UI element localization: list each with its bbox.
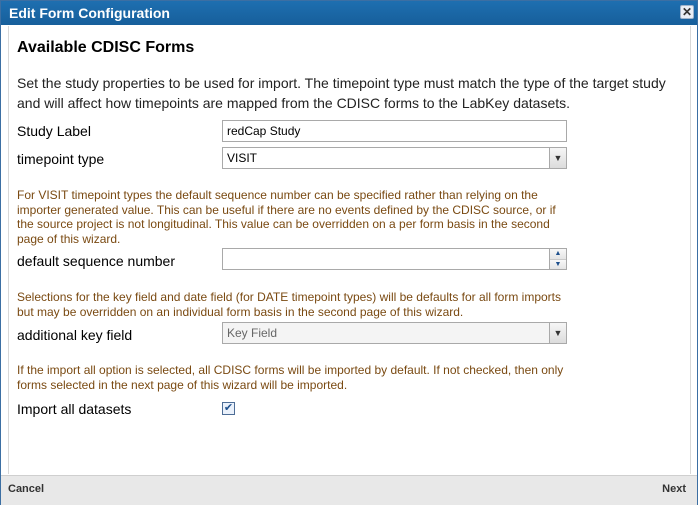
study-label-label: Study Label xyxy=(17,123,91,139)
key-field-help-text: Selections for the key field and date field (for DATE timepoint types) will be defaults for all form imports but may be overridden on an individual form basis in the second page of this wizard. xyxy=(17,290,562,319)
spinner-down-icon[interactable]: ▼ xyxy=(550,259,566,269)
close-icon[interactable]: ✕ xyxy=(681,5,693,19)
dialog-footer xyxy=(1,475,697,505)
timepoint-type-label: timepoint type xyxy=(17,151,105,167)
timepoint-type-select[interactable] xyxy=(222,147,567,169)
additional-key-field-select[interactable] xyxy=(222,322,567,344)
study-label-input[interactable]: redCap Study xyxy=(222,120,567,142)
dialog-body xyxy=(8,26,691,474)
default-sequence-number-label: default sequence number xyxy=(17,253,175,269)
additional-key-field-label: additional key field xyxy=(17,327,133,343)
next-button[interactable]: Next xyxy=(662,483,686,495)
section-heading: Available CDISC Forms xyxy=(17,39,195,56)
import-all-datasets-checkbox[interactable]: ✔ xyxy=(223,402,234,414)
sequence-number-help-text: For VISIT timepoint types the default sequence number can be specified rather than relying on the importer generated value. This can be useful if there are no events defined by the CDISC source, or if the source project is not longitudinal. This value can be overridden on a per form basis in the second page of this wizard. xyxy=(17,188,556,246)
dialog-title: Edit Form Configuration xyxy=(9,5,170,21)
chevron-down-icon[interactable]: ▼ xyxy=(549,148,566,168)
chevron-down-icon[interactable]: ▼ xyxy=(549,323,566,343)
import-all-help-text: If the import all option is selected, all CDISC forms will be imported by default. If not checked, then only forms selected in the next page of this wizard will be imported. xyxy=(17,363,564,392)
cancel-button[interactable]: Cancel xyxy=(8,483,45,495)
timepoint-type-value: VISIT xyxy=(227,151,258,165)
number-spinner xyxy=(549,249,566,269)
import-all-datasets-label: Import all datasets xyxy=(17,401,132,417)
additional-key-field-value: Key Field xyxy=(227,326,278,340)
intro-text: Set the study properties to be used for import. The timepoint type must match the type of the target study and will affect how timepoints are mapped from the CDISC forms to the LabKey datasets. xyxy=(17,75,666,111)
spinner-up-icon[interactable]: ▲ xyxy=(550,249,566,259)
default-sequence-number-input[interactable] xyxy=(222,248,567,270)
dialog-titlebar[interactable] xyxy=(1,1,697,25)
